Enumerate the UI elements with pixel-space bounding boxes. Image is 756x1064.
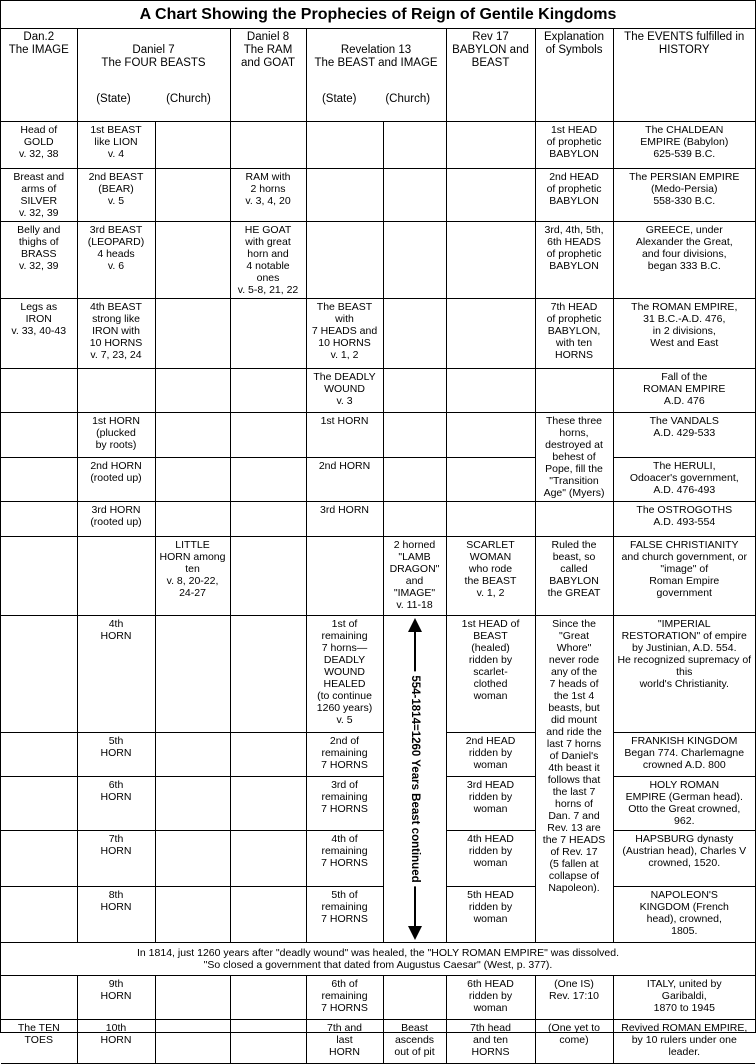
- event-cell: The ROMAN EMPIRE, 31 B.C.-A.D. 476, in 2 divisions, West and East: [613, 299, 755, 369]
- symbol-cell: These three horns, destroyed at behest of Pope, fill the "Transition Age" (Myers): [535, 413, 613, 502]
- header-events: The EVENTS fulfilled in HISTORY: [613, 29, 755, 122]
- little-horn: LITTLE HORN among ten v. 8, 20-22, 24-27: [155, 537, 230, 616]
- table-row: [1, 299, 755, 369]
- symbol-cell: Ruled the beast, so called BABYLON the GREAT: [535, 537, 613, 616]
- event-cell: The CHALDEAN EMPIRE (Babylon) 625-539 B.C.: [613, 122, 755, 169]
- header-symbols: Explanation of Symbols: [535, 29, 613, 122]
- event-cell: The VANDALS A.D. 429-533: [613, 413, 755, 458]
- dan7-horn: 6th HORN: [77, 777, 155, 831]
- event-cell: Revived ROMAN EMPIRE, by 10 rulers under one leader.: [613, 1020, 755, 1064]
- header-rev13-state: (State): [321, 93, 357, 105]
- symbol-cell: (One yet to come): [535, 1020, 613, 1064]
- table-row: [1, 537, 755, 616]
- event-cell: HAPSBURG dynasty (Austrian head), Charles V crowned, 1520.: [613, 831, 755, 887]
- image-gold: Head of GOLD v. 32, 38: [1, 122, 77, 169]
- dan7-horn: 7th HORN: [77, 831, 155, 887]
- goat-cell: HE GOAT with great horn and 4 notable ones v. 5-8, 21, 22: [230, 222, 306, 299]
- table-row: [1, 1020, 755, 1064]
- chart-title: A Chart Showing the Prophecies of Reign of Gentile Kingdoms: [1, 1, 755, 29]
- symbol-cell: Since the "Great Whore" never rode any of the 7 heads of the 1st 4 beasts, but did mount and ride the last 7 horns of Daniel's 4th beast it follows that the last 7 horns of Dan. 7 and Rev. 13 are the 7 HEADS of Rev. 17 (5 fallen at collapse of Napoleon).: [535, 616, 613, 943]
- rev17-head: 7th head and ten HORNS: [446, 1020, 535, 1064]
- rev13-horn: 7th and last HORN: [306, 1020, 383, 1064]
- rev17-head: 1st HEAD of BEAST (healed) ridden by scarlet- clothed woman: [446, 616, 535, 733]
- dan7-horn: 10th HORN: [77, 1020, 155, 1064]
- rev13-horn: 2nd HORN: [306, 457, 383, 502]
- rev13-horn: 5th of remaining 7 HORNS: [306, 887, 383, 943]
- header-rev13-title: Revelation 13 The BEAST and IMAGE: [314, 44, 438, 69]
- event-cell: FALSE CHRISTIANITY and church government, or "image" of Roman Empire government: [613, 537, 755, 616]
- timespan-label: 554-1814=1260 Years Beast continued: [407, 671, 423, 886]
- symbol-cell: 7th HEAD of prophetic BABYLON, with ten HORNS: [535, 299, 613, 369]
- header-dan2: Dan.2 The IMAGE: [1, 29, 77, 122]
- event-cell: The HERULI, Odoacer's government, A.D. 476-493: [613, 457, 755, 502]
- dan7-horn: 2nd HORN (rooted up): [77, 457, 155, 502]
- event-cell: The OSTROGOTHS A.D. 493-554: [613, 502, 755, 537]
- table-row: [1, 502, 755, 537]
- symbol-cell: 3rd, 4th, 5th, 6th HEADS of prophetic BABYLON: [535, 222, 613, 299]
- dan7-horn: 3rd HORN (rooted up): [77, 502, 155, 537]
- table-row: [1, 122, 755, 169]
- header-rev13: [306, 29, 446, 122]
- rev13-wound: The DEADLY WOUND v. 3: [306, 369, 383, 413]
- arrow-down-icon: [408, 926, 422, 940]
- rev17-head: 5th HEAD ridden by woman: [446, 887, 535, 943]
- rev13-beast: The BEAST with 7 HEADS and 10 HORNS v. 1, 2: [306, 299, 383, 369]
- rev17-head: 4th HEAD ridden by woman: [446, 831, 535, 887]
- header-dan8: Daniel 8 The RAM and GOAT: [230, 29, 306, 122]
- header-row: [1, 29, 755, 122]
- rev13-horn: 3rd of remaining 7 HORNS: [306, 777, 383, 831]
- dissolution-note: In 1814, just 1260 years after "deadly wound" was healed, the "HOLY ROMAN EMPIRE" was dissolved. "So closed a government that dated from Augustus Caesar" (West, p. 377).: [1, 943, 755, 976]
- header-dan7: [77, 29, 230, 122]
- table-row: [1, 616, 755, 733]
- dan7-horn: 8th HORN: [77, 887, 155, 943]
- rev13-horn: 3rd HORN: [306, 502, 383, 537]
- table-row: [1, 222, 755, 299]
- beast-leopard: 3rd BEAST (LEOPARD) 4 heads v. 6: [77, 222, 155, 299]
- scarlet-woman: SCARLET WOMAN who rode the BEAST v. 1, 2: [446, 537, 535, 616]
- beast-ascends: Beast ascends out of pit: [383, 1020, 446, 1064]
- event-cell: HOLY ROMAN EMPIRE (German head). Otto the Great crowned, 962.: [613, 777, 755, 831]
- table-row: [1, 831, 755, 887]
- event-cell: ITALY, united by Garibaldi, 1870 to 1945: [613, 976, 755, 1020]
- lamb-dragon: 2 horned "LAMB DRAGON" and "IMAGE" v. 11-18: [383, 537, 446, 616]
- header-rev17: Rev 17 BABYLON and BEAST: [446, 29, 535, 122]
- event-cell: NAPOLEON'S KINGDOM (French head), crowned, 1805.: [613, 887, 755, 943]
- beast-bear: 2nd BEAST (BEAR) v. 5: [77, 169, 155, 222]
- table-row: [1, 777, 755, 831]
- table-row: [1, 976, 755, 1020]
- event-cell: Fall of the ROMAN EMPIRE A.D. 476: [613, 369, 755, 413]
- header-dan7-church: (Church): [166, 93, 211, 105]
- header-rev13-church: (Church): [385, 93, 431, 105]
- arrow-up-icon: [408, 618, 422, 632]
- dan7-horn: 5th HORN: [77, 733, 155, 777]
- dan7-horn: 1st HORN (plucked by roots): [77, 413, 155, 458]
- dan7-horn: 9th HORN: [77, 976, 155, 1020]
- header-dan7-title: Daniel 7 The FOUR BEASTS: [101, 44, 206, 69]
- beast-lion: 1st BEAST like LION v. 4: [77, 122, 155, 169]
- table-row: [1, 369, 755, 413]
- rev17-head: 3rd HEAD ridden by woman: [446, 777, 535, 831]
- event-cell: "IMPERIAL RESTORATION" of empire by Justinian, A.D. 554. He recognized supremacy of this world's Christianity.: [613, 616, 755, 733]
- event-cell: FRANKISH KINGDOM Began 774. Charlemagne crowned A.D. 800: [613, 733, 755, 777]
- event-cell: GREECE, under Alexander the Great, and four divisions, began 333 B.C.: [613, 222, 755, 299]
- table-row: [1, 457, 755, 502]
- symbol-cell: 2nd HEAD of prophetic BABYLON: [535, 169, 613, 222]
- rev13-horn: 1st of remaining 7 horns— DEADLY WOUND HEALED (to continue 1260 years) v. 5: [306, 616, 383, 733]
- header-dan7-state: (State): [96, 93, 131, 105]
- image-ten-toes: The TEN TOES: [1, 1020, 77, 1064]
- table-row: [1, 169, 755, 222]
- rev13-horn: 4th of remaining 7 HORNS: [306, 831, 383, 887]
- event-cell: The PERSIAN EMPIRE (Medo-Persia) 558-330 B.C.: [613, 169, 755, 222]
- rev17-head: 2nd HEAD ridden by woman: [446, 733, 535, 777]
- table-row: [1, 733, 755, 777]
- symbol-cell: (One IS) Rev. 17:10: [535, 976, 613, 1020]
- rev13-horn: 1st HORN: [306, 413, 383, 458]
- beast-fourth: 4th BEAST strong like IRON with 10 HORNS v. 7, 23, 24: [77, 299, 155, 369]
- rev13-horn: 6th of remaining 7 HORNS: [306, 976, 383, 1020]
- image-iron: Legs as IRON v. 33, 40-43: [1, 299, 77, 369]
- symbol-cell: 1st HEAD of prophetic BABYLON: [535, 122, 613, 169]
- ram-cell: RAM with 2 horns v. 3, 4, 20: [230, 169, 306, 222]
- table-row: [1, 887, 755, 943]
- dan7-horn: 4th HORN: [77, 616, 155, 733]
- prophecy-table: [1, 29, 755, 1064]
- image-brass: Belly and thighs of BRASS v. 32, 39: [1, 222, 77, 299]
- rev17-head: 6th HEAD ridden by woman: [446, 976, 535, 1020]
- image-silver: Breast and arms of SILVER v. 32, 39: [1, 169, 77, 222]
- rev13-horn: 2nd of remaining 7 HORNS: [306, 733, 383, 777]
- timespan-arrow: [383, 616, 446, 943]
- table-row: [1, 413, 755, 458]
- table-row: [1, 943, 755, 976]
